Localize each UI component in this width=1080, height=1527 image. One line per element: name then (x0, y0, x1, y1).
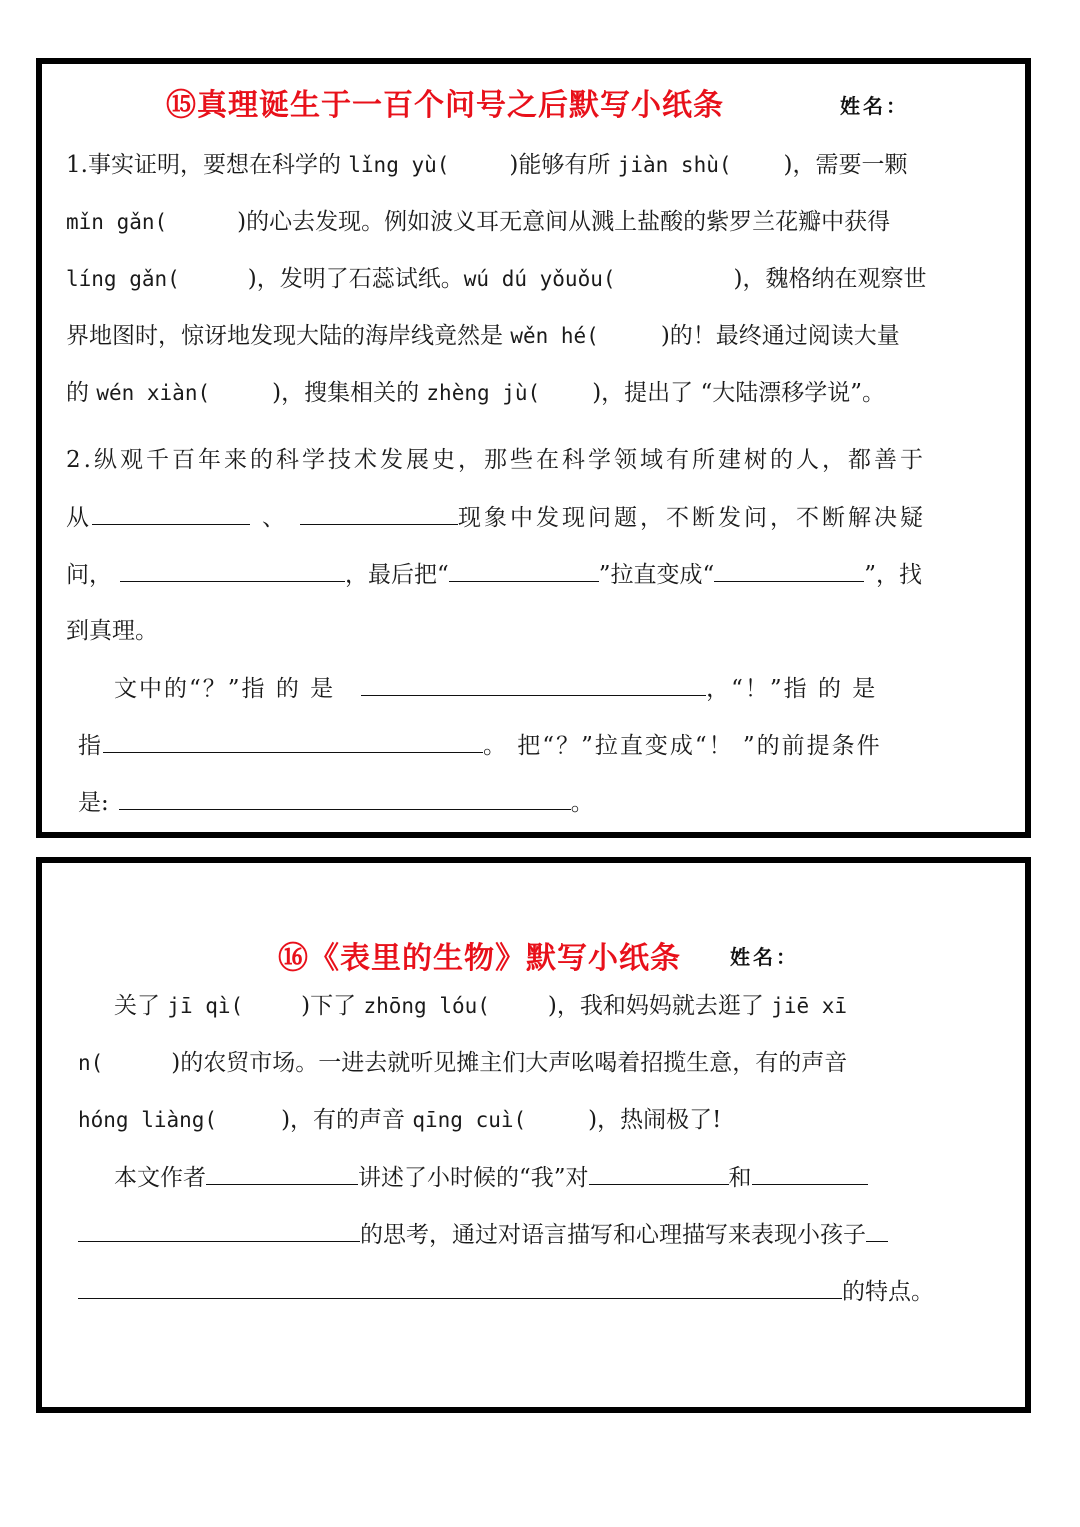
text: 关了 (114, 993, 160, 1019)
text: ”，找 (864, 562, 923, 588)
pinyin-qingcui: qīng cuì( (412, 1108, 527, 1132)
p2-line-1 (114, 1162, 868, 1193)
text: 是: (78, 790, 109, 816)
q1-line-1 (66, 150, 908, 180)
text: 问， (66, 562, 112, 588)
name-label: 姓名： (840, 94, 909, 118)
pinyin-linggan: líng gǎn( (66, 267, 180, 291)
answer-blank[interactable] (589, 1162, 729, 1185)
p1-line-2 (78, 1048, 847, 1078)
answer-blank[interactable] (120, 559, 345, 582)
q1-line-5 (66, 378, 885, 408)
q2-line-4: 到真理。 (66, 618, 158, 644)
text: 文中的“？”指 的 是 (114, 676, 336, 702)
q1-line-4 (66, 321, 900, 351)
text: )的！最终通过阅读大量 (660, 323, 900, 349)
text: 和 (728, 1165, 752, 1191)
text: ，“！”指 的 是 (706, 676, 878, 702)
dictation-card-15 (36, 58, 1031, 838)
text: 的特点。 (842, 1279, 934, 1305)
text: 。 把“？”拉直变成“！ ”的前提条件 (483, 733, 882, 759)
text: )，提出了 “大陆漂移学说”。 (592, 380, 886, 406)
text: )下了 (301, 993, 357, 1019)
answer-blank[interactable] (78, 1219, 360, 1242)
text: )，有的声音 (281, 1107, 406, 1133)
text: 、 (262, 505, 288, 531)
text: )能够有所 (509, 152, 611, 178)
answer-blank[interactable] (361, 673, 706, 696)
q1-line-3 (66, 264, 926, 294)
text: )，魏格纳在观察世 (733, 266, 927, 292)
pinyin-zhonglou: zhōng lóu( (363, 994, 490, 1018)
text: ，最后把“ (345, 562, 449, 588)
pinyin-jiqi: jī qì( (167, 994, 244, 1018)
card-title: ⑯《表里的生物》默写小纸条 (278, 941, 681, 976)
p2-line-2 (78, 1219, 888, 1250)
pinyin-hongliang: hóng liàng( (78, 1108, 218, 1132)
q2-line-2 (66, 502, 926, 533)
pinyin-zhengju: zhèng jù( (426, 381, 541, 405)
answer-blank[interactable] (752, 1162, 868, 1185)
text: )的农贸市场。一进去就听见摊主们大声吆喝着招揽生意，有的声音 (171, 1050, 848, 1076)
p2-line-3 (78, 1276, 934, 1307)
text: )，发明了石蕊试纸。 (247, 266, 464, 292)
q2-line-7 (78, 787, 594, 818)
pinyin-jianshu: jiàn shù( (617, 153, 732, 177)
answer-blank[interactable] (866, 1219, 888, 1242)
q2-line-5 (114, 673, 877, 704)
text: )的心去发现。例如波义耳无意间从溅上盐酸的紫罗兰花瓣中获得 (237, 209, 891, 235)
text: 界地图时，惊讶地发现大陆的海岸线竟然是 (66, 323, 503, 349)
pinyin-mingan: mǐn gǎn( (66, 210, 168, 234)
text: ”拉直变成“ (598, 562, 715, 588)
answer-blank[interactable] (714, 559, 864, 582)
text: )，我和妈妈就去逛了 (547, 993, 764, 1019)
text: 现象中发现问题，不断发问，不断解决疑 (458, 505, 926, 531)
text: 1.事实证明，要想在科学的 (66, 152, 341, 178)
card-title: ⑮真理诞生于一百个问号之后默写小纸条 (166, 88, 724, 123)
text: 的思考，通过对语言描写和心理描写来表现小孩子 (360, 1222, 866, 1248)
answer-blank[interactable] (300, 502, 458, 525)
answer-blank[interactable] (206, 1162, 358, 1185)
q2-line-3 (66, 559, 922, 590)
name-label: 姓名： (730, 945, 799, 969)
p1-line-3 (78, 1105, 721, 1135)
text: 讲述了小时候的“我”对 (358, 1165, 589, 1191)
text: )，热闹极了! (588, 1107, 722, 1133)
pinyin-jiexin: jiē xī (771, 994, 848, 1018)
pinyin-wenhe: wěn hé( (510, 324, 599, 348)
text: )，搜集相关的 (272, 380, 420, 406)
dictation-card-16 (36, 857, 1031, 1413)
pinyin-jiexin-cont: n( (78, 1051, 104, 1075)
q1-line-2 (66, 207, 890, 237)
answer-blank[interactable] (103, 730, 483, 753)
text: 。 (570, 790, 594, 816)
q2-line-1: 2.纵观千百年来的科学技术发展史，那些在科学领域有所建树的人，都善于 (66, 447, 926, 473)
q2-line-6 (78, 730, 882, 761)
text: 的 (66, 380, 89, 406)
text: 从 (66, 505, 92, 531)
answer-blank[interactable] (78, 1276, 842, 1299)
answer-blank[interactable] (119, 787, 571, 810)
text: 指 (78, 733, 103, 759)
pinyin-wuduyouou: wú dú yǒuǒu( (463, 267, 616, 291)
answer-blank[interactable] (449, 559, 599, 582)
text: )，需要一颗 (783, 152, 908, 178)
text: 本文作者 (114, 1165, 206, 1191)
answer-blank[interactable] (92, 502, 250, 525)
p1-line-1 (114, 991, 847, 1021)
pinyin-wenxian: wén xiàn( (96, 381, 211, 405)
pinyin-lingyu: lǐng yù( (348, 153, 450, 177)
